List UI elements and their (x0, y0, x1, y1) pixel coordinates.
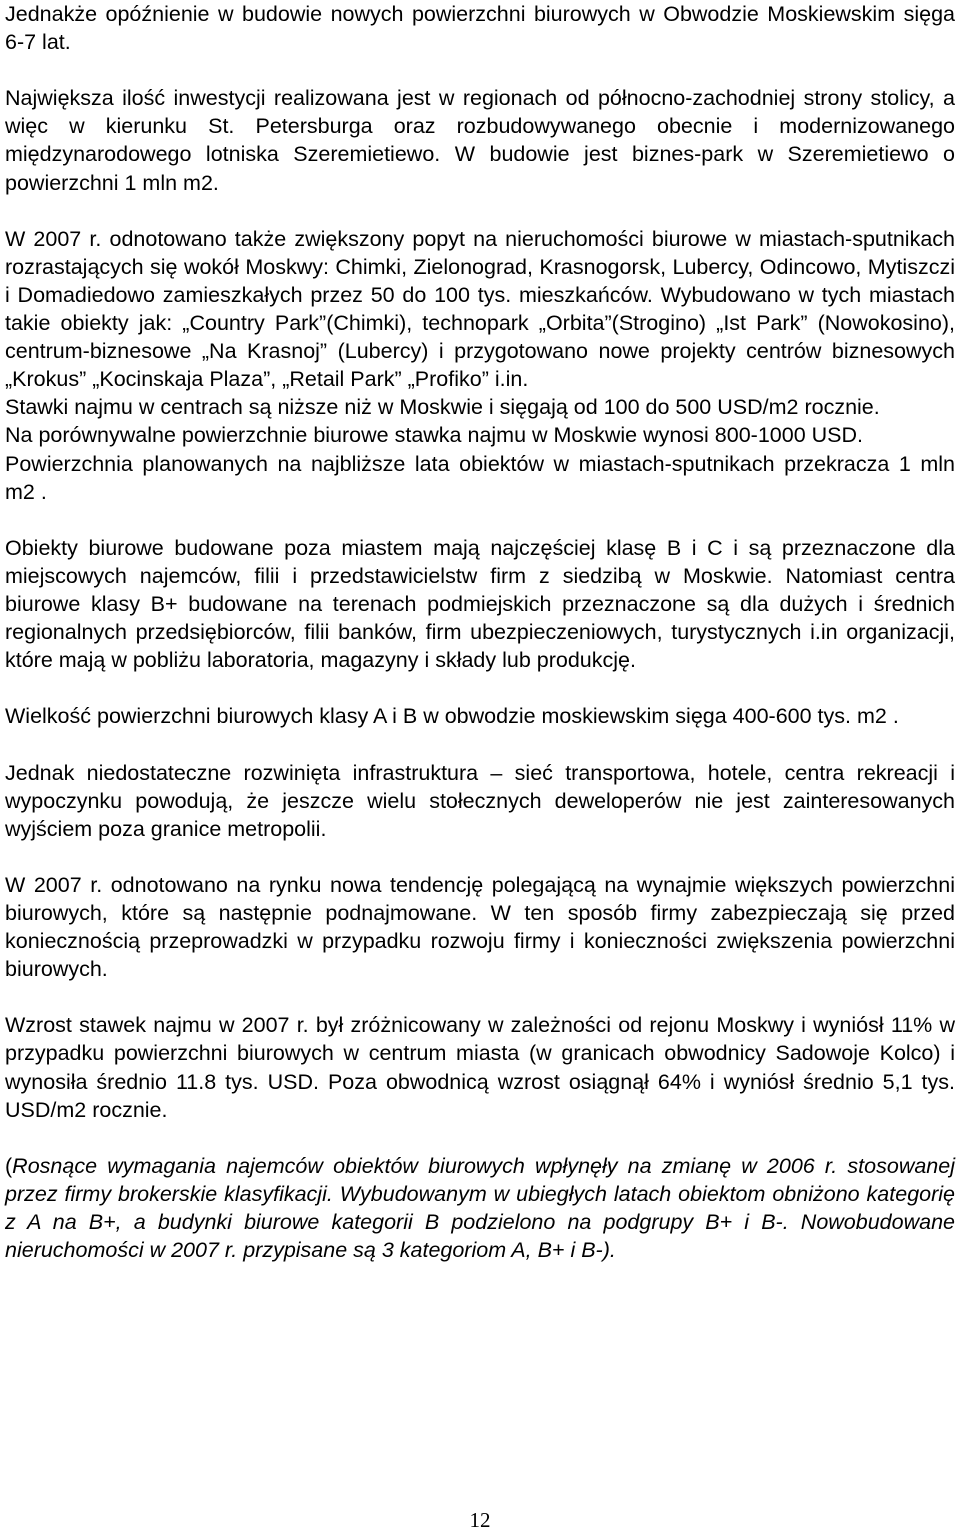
paragraph-block (5, 702, 955, 730)
paragraph-spacer (5, 674, 955, 702)
paragraph: Jednak niedostateczne rozwinięta infrastruktura – sieć transportowa, hotele, centra rekreacji i wypoczynku powodują, że jeszcze wielu stołecznych deweloperów nie jest zainteresowanych wyjściem poza granice metropolii. (5, 760, 955, 841)
closing-note (5, 1152, 955, 1264)
document-page (5, 0, 955, 1264)
paragraph: Obiekty biurowe budowane poza miastem mają najczęściej klasę B i C i są przeznaczone dla miejscowych najemców, filii i przedstawicielstw firm z siedzibą w Moskwie. Natomiast centra biurowe klasy B+ budowane na terenach podmiejskich przeznaczone są dla dużych i średnich regionalnych przedsiębiorców, filii banków, firm ubezpieczeniowych, turystycznych i.in organizacji, które mają w pobliżu laboratoria, magazyny i składy lub produkcję. (5, 535, 955, 673)
document-body (5, 0, 955, 1152)
paragraph-block (5, 759, 955, 843)
paragraph: Wzrost stawek najmu w 2007 r. był zróżnicowany w zależności od rejonu Moskwy i wyniósł 11% w przypadku powierzchni biurowych w centrum miasta (w granicach obwodnicy Sadowoje Kolco) i wynosiła średnio 11.8 tys. USD. Poza obwodnicą wzrost osiągnął 64% i wyniósł średnio 5,1 tys. USD/m2 rocznie. (5, 1013, 955, 1122)
paragraph-spacer (5, 843, 955, 871)
paragraph-spacer (5, 983, 955, 1011)
paragraph: Jednakże opóźnienie w budowie nowych powierzchni biurowych w Obwodzie Moskiewskim sięga 6-7 lat. (5, 2, 955, 55)
paragraph-spacer (5, 56, 955, 84)
closing-note-open-paren: ( (5, 1153, 13, 1178)
paragraph: Największa ilość inwestycji realizowana jest w regionach od północno-zachodniej strony stolicy, a więc w kierunku St. Petersburga oraz rozbudowywanego obecnie i modernizowanego międzynarodowego lotniska Szeremietiewo. W budowie jest biznes-park w Szeremietiewo o powierzchni 1 mln m2. (5, 86, 955, 195)
paragraph-spacer (5, 197, 955, 225)
paragraph-spacer (5, 730, 955, 758)
paragraph-block (5, 84, 955, 196)
page-number: 12 (469, 1508, 491, 1532)
paragraph: Na porównywalne powierzchnie biurowe stawka najmu w Moskwie wynosi 800-1000 USD. (5, 423, 864, 448)
paragraph: W 2007 r. odnotowano na rynku nowa tendencję polegającą na wynajmie większych powierzchni biurowych, które są następnie podnajmowane. W ten sposób firmy zabezpieczają się przed koniecznością przeprowadzki w przypadku rozwoju firmy i konieczności zwiększenia powierzchni biurowych. (5, 872, 955, 982)
paragraph-block (5, 225, 955, 506)
closing-note-text: Rosnące wymagania najemców obiektów biurowych wpłynęły na zmianę w 2006 r. stosowanej przez firmy brokerskie klasyfikacji. Wybudowanym w ubiegłych latach obiektom obniżono kategorię z A na B+, a budynki biurowe kategorii B podzielono na podgrupy B+ i B-. Nowobudowane nieruchomości w 2007 r. przypisane są 3 kategoriom A, B+ i B-). (5, 1153, 955, 1263)
paragraph: Wielkość powierzchni biurowych klasy A i B w obwodzie moskiewskim sięga 400-600 tys. m2 . (5, 704, 899, 729)
paragraph-spacer (5, 1124, 955, 1152)
paragraph-block (5, 871, 955, 983)
paragraph: Stawki najmu w centrach są niższe niż w Moskwie i sięgają od 100 do 500 USD/m2 rocznie. (5, 395, 880, 420)
paragraph-block (5, 534, 955, 674)
paragraph: Powierzchnia planowanych na najbliższe lata obiektów w miastach-sputnikach przekracza 1 mln m2 . (5, 451, 955, 504)
paragraph-block (5, 0, 955, 56)
paragraph-block (5, 1011, 955, 1123)
paragraph-spacer (5, 506, 955, 534)
paragraph: W 2007 r. odnotowano także zwiększony popyt na nieruchomości biurowe w miastach-sputnikach rozrastających się wokół Moskwy: Chimki, Zielonograd, Krasnogorsk, Lubercy, Odincowo, Mytiszczi i Domadiedowo zamieszkałych przez 50 do 100 tys. mieszkańców. Wybudowano w tych miastach takie obiekty jak: „Country Park”(Chimki), technopark „Orbita”(Strogino) „Ist Park” (Nowokosino), centrum-biznesowe „Na Krasnoj” (Lubercy) i przygotowano nowe projekty centrów biznesowych „Krokus” „Kocinskaja Plaza”, „Retail Park” „Profiko” i.in. (5, 226, 955, 392)
